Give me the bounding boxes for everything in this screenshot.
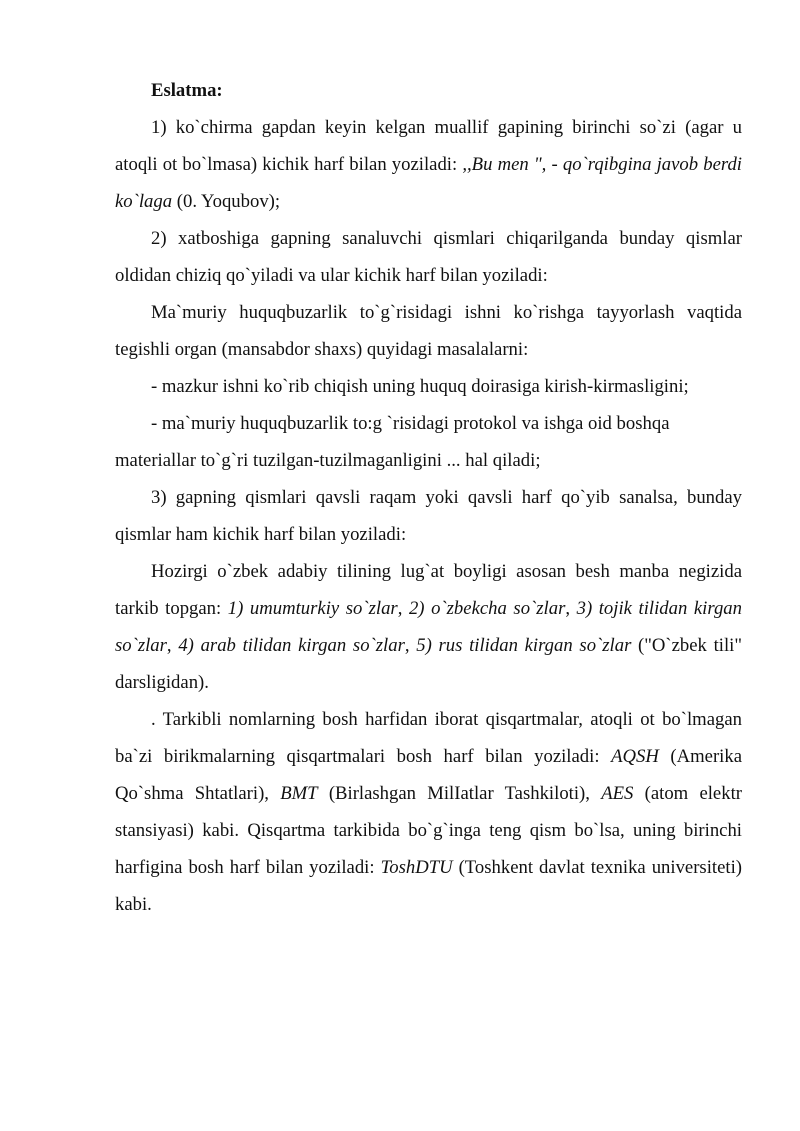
list-item-5: 5) rus tilidan kirgan so`zlar: [416, 635, 632, 656]
separator-2: ,: [565, 598, 577, 619]
paragraph-7: 3) gapning qismlari qavsli raqam yoki qavsli harf qo`yib sanalsa, bunday qismlar ham kichik harf bilan yoziladi:: [115, 487, 742, 545]
paragraph-9-text-c: (Birlashgan MilIatlar Tashkiloti),: [317, 783, 602, 804]
abbr-aes: AES: [601, 783, 634, 804]
separator-4: ,: [404, 635, 417, 656]
paragraph-1-italic: ,,Bu men ", - qo`rqibgina javob berdi ko`laga: [115, 154, 742, 212]
paragraph-1-end: (0. Yoqubov);: [172, 191, 281, 212]
heading: [115, 72, 742, 109]
heading-text: Eslatma:: [151, 80, 223, 101]
paragraph-9: [115, 701, 742, 923]
list-item-2: 2) o`zbekcha so`zlar: [408, 598, 566, 619]
abbr-aqsh: AQSH: [611, 746, 659, 767]
abbr-bmt: BMT: [280, 783, 318, 804]
paragraph-1-text: 1) ko`chirma gapdan keyin kelgan muallif gapining birinchi so`zi (agar u atoqli ot bo`lmasa) kichik harf bilan yoziladi:: [115, 117, 742, 175]
paragraph-9-text-e: (Toshkent davlat texnika universiteti) kabi.: [115, 857, 742, 915]
paragraph-8-end: ("O`zbek tili" darsligidan).: [115, 635, 743, 693]
document-page: [115, 72, 742, 923]
paragraph-8: [115, 553, 742, 701]
list-item-4: 4) arab tilidan kirgan so`zlar: [178, 635, 405, 656]
paragraph-2: 2) xatboshiga gapning sanaluvchi qismlari chiqarilganda bunday qismlar oldidan chiziq qo`yiladi va ular kichik harf bilan yoziladi:: [115, 228, 742, 286]
list-item-1: 1) umumturkiy so`zlar: [227, 598, 398, 619]
abbr-toshdtu: ToshDTU: [380, 857, 453, 878]
paragraph-9-text-d: (atom elektr stansiyasi) kabi. Qisqartma tarkibida bo`g`inga teng qism bo`lsa, uning birinchi harfigina bosh harf bilan yoziladi:: [115, 783, 742, 878]
paragraph-9-text-b: (Amerika Qo`shma Shtatlari),: [115, 746, 742, 804]
paragraph-6: materiallar to`g`ri tuzilgan-tuzilmaganligini ... hal qiladi;: [115, 450, 541, 471]
separator-1: ,: [397, 598, 409, 619]
paragraph-4: - mazkur ishni ko`rib chiqish uning huquq doirasiga kirish-kirmasligini;: [151, 376, 689, 397]
paragraph-3: Ma`muriy huquqbuzarlik to`g`risidagi ishni ko`rishga tayyorlash vaqtida tegishli organ (mansabdor shaxs) quyidagi masalalarni:: [115, 302, 742, 360]
paragraph-1: [115, 109, 742, 220]
separator-3: ,: [166, 635, 179, 656]
paragraph-5: - ma`muriy huquqbuzarlik to:g `risidagi protokol va ishga oid boshqa: [151, 413, 670, 434]
list-item-3: 3) tojik tilidan kirgan so`zlar: [115, 598, 742, 656]
paragraph-9-text-a: . Tarkibli nomlarning bosh harfidan iborat qisqartmalar, atoqli ot bo`lmagan ba`zi birikmalarning qisqartmalari bosh harf bilan yoziladi:: [115, 709, 742, 767]
paragraph-8-text: Hozirgi o`zbek adabiy tilining lug`at boyligi asosan besh manba negizida tarkib topgan:: [115, 561, 742, 619]
